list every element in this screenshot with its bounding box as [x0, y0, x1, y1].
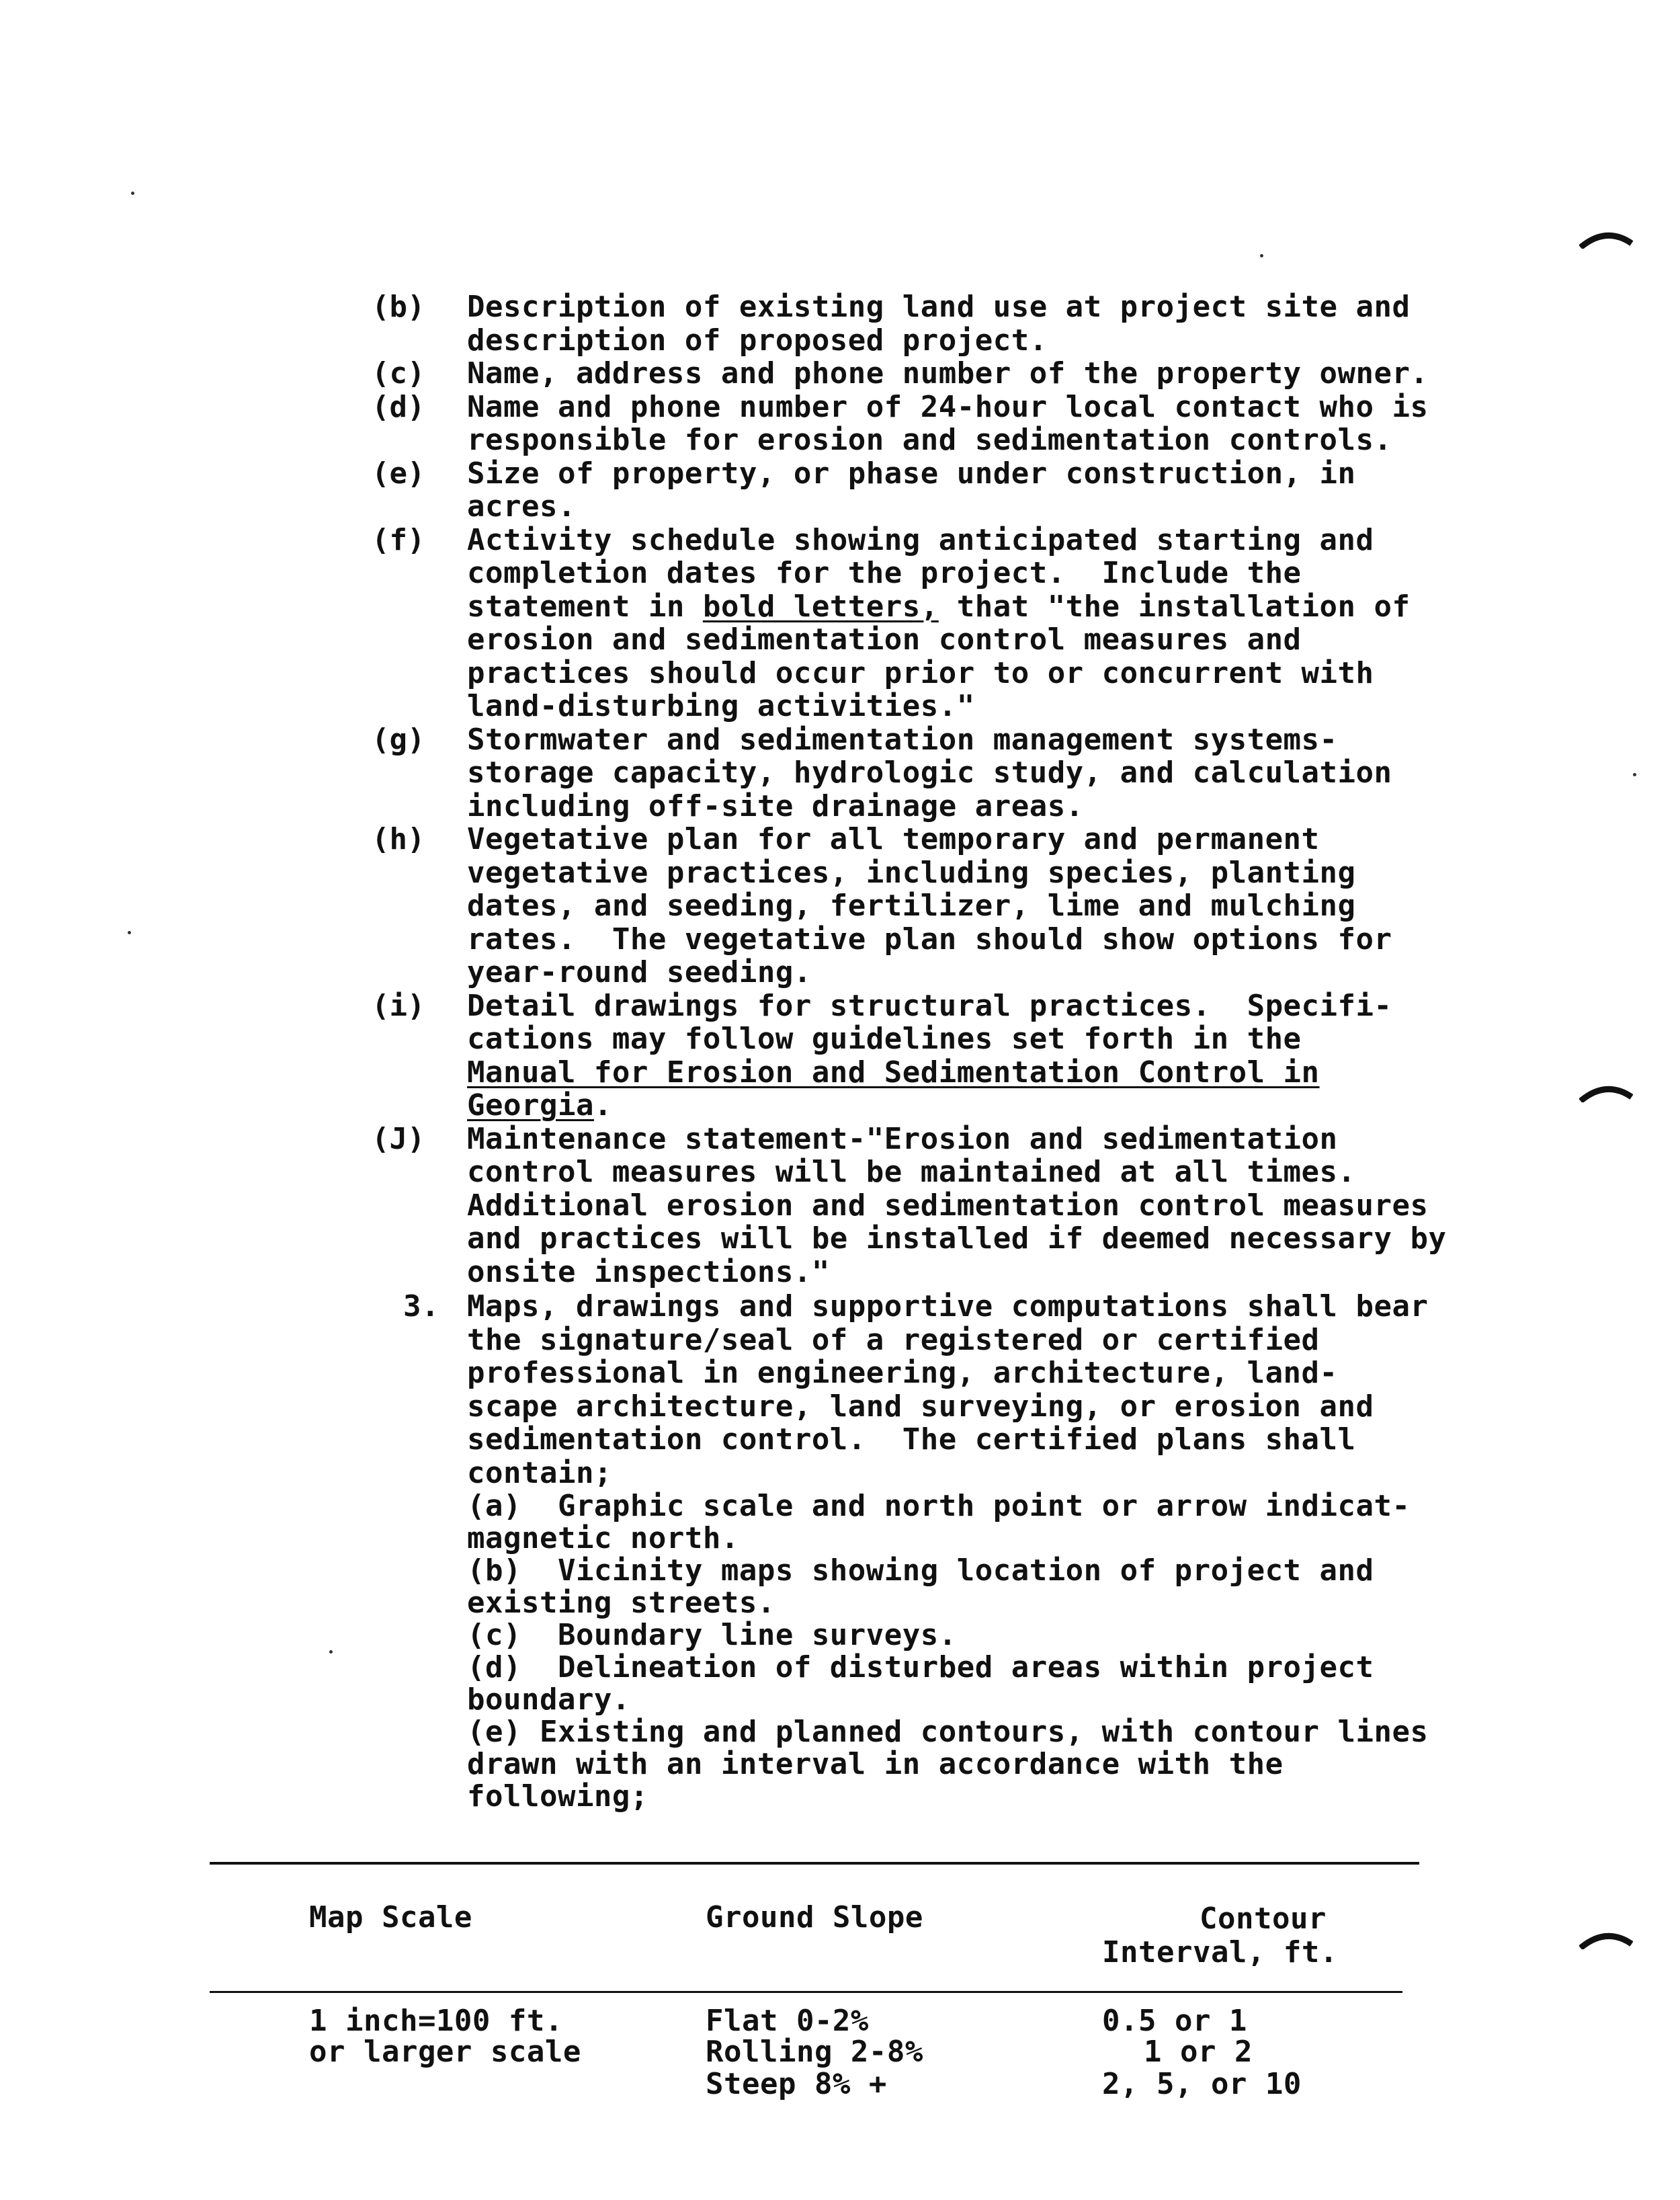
item-text-line: Size of property, or phase under construction, in: [467, 456, 1356, 491]
cell-slope-2: Rolling 2-8%: [706, 2035, 923, 2069]
subitem-text-line: following;: [467, 1779, 648, 1814]
item-label: (d): [372, 389, 425, 424]
scan-speck: [128, 931, 131, 934]
item-text-line: Additional erosion and sedimentation control measures: [467, 1188, 1429, 1223]
item-text-line: cations may follow guidelines set forth in the: [467, 1022, 1302, 1056]
subitem-text-line: (e) Existing and planned contours, with contour lines: [467, 1715, 1429, 1750]
bold-letters-underlined: bold letters,: [702, 589, 939, 624]
item-text-line: Vegetative plan for all temporary and permanent: [467, 822, 1320, 856]
section-text-line: professional in engineering, architecture, land-: [467, 1356, 1338, 1390]
item-label: (f): [372, 522, 425, 557]
subitem-text-line: drawn with an interval in accordance with the: [467, 1747, 1284, 1782]
text-span: .: [593, 1088, 612, 1123]
cell-interval-1: 0.5 or 1: [1102, 2004, 1247, 2038]
cell-interval-2: 1 or 2: [1126, 2035, 1253, 2069]
item-text-line: and practices will be installed if deemed necessary by: [467, 1221, 1447, 1256]
manual-title-georgia: Georgia: [467, 1088, 594, 1123]
cell-map-scale-2: or larger scale: [309, 2035, 581, 2069]
item-label: (e): [372, 456, 425, 491]
item-label: (h): [372, 822, 425, 856]
item-text-line: onsite inspections.": [467, 1254, 830, 1289]
item-text-line: acres.: [467, 489, 576, 524]
item-text-line: Maintenance statement-"Erosion and sedimentation: [467, 1121, 1338, 1156]
item-text-line: land-disturbing activities.": [467, 689, 975, 723]
header-interval: Interval, ft.: [1102, 1935, 1338, 1969]
section-text-line: Maps, drawings and supportive computations shall bear: [467, 1289, 1429, 1323]
subitem-text-line: (d) Delineation of disturbed areas within project: [467, 1650, 1374, 1685]
subitem-text-line: existing streets.: [467, 1586, 775, 1621]
subitem-text-line: magnetic north.: [467, 1521, 739, 1555]
manual-title-line: Manual for Erosion and Sedimentation Control in: [467, 1055, 1320, 1090]
item-text-line: Name and phone number of 24-hour local contact who is: [467, 389, 1429, 424]
cell-slope-3: Steep 8% +: [706, 2067, 887, 2101]
item-label: (g): [372, 722, 425, 757]
item-text-line: erosion and sedimentation control measures and: [467, 622, 1302, 657]
item-text-line: Activity schedule showing anticipated starting and: [467, 522, 1374, 557]
cell-interval-3: 2, 5, or 10: [1102, 2067, 1302, 2101]
item-text-line: responsible for erosion and sedimentation controls.: [467, 423, 1392, 457]
manual-title-line: [467, 1089, 612, 1123]
scan-mark-icon: [1579, 229, 1633, 249]
item-text-line: vegetative practices, including species, planting: [467, 855, 1356, 890]
item-text-line: control measures will be maintained at all times.: [467, 1155, 1356, 1189]
header-ground-slope: Ground Slope: [706, 1900, 923, 1934]
item-text-line: Description of existing land use at project site and: [467, 290, 1411, 324]
subitem-text-line: (c) Boundary line surveys.: [467, 1618, 957, 1653]
item-label: (J): [372, 1121, 425, 1156]
scan-speck: [1260, 254, 1263, 257]
item-text-line: storage capacity, hydrologic study, and calculation: [467, 756, 1392, 790]
item-text-line: year-round seeding.: [467, 955, 812, 989]
section-text-line: sedimentation control. The certified plans shall: [467, 1422, 1356, 1457]
item-label: (i): [372, 988, 425, 1023]
item-text-line: practices should occur prior to or concurrent with: [467, 655, 1374, 690]
cell-map-scale-1: 1 inch=100 ft.: [309, 2004, 563, 2038]
header-map-scale: Map Scale: [309, 1900, 472, 1934]
item-text-line: completion dates for the project. Include the: [467, 556, 1302, 590]
item-label: (c): [372, 356, 425, 391]
table-header-rule: [210, 1991, 1402, 1993]
item-text-line: Detail drawings for structural practices. Specifi-: [467, 988, 1392, 1023]
section-text-line: the signature/seal of a registered or certified: [467, 1322, 1320, 1357]
subitem-text-line: (a) Graphic scale and north point or arrow indicat-: [467, 1489, 1411, 1523]
item-text-line: rates. The vegetative plan should show options for: [467, 922, 1392, 956]
table-top-rule: [210, 1862, 1419, 1865]
scan-mark-icon: [1579, 1082, 1633, 1102]
item-label: (b): [372, 290, 425, 324]
item-text-line: [467, 590, 1411, 624]
text-span: that "the installation of: [938, 589, 1411, 624]
subitem-text-line: (b) Vicinity maps showing location of project and: [467, 1553, 1374, 1588]
scan-mark-icon: [1579, 1929, 1633, 1949]
subitem-text-line: boundary.: [467, 1682, 630, 1717]
item-text-line: description of proposed project.: [467, 323, 1048, 358]
item-text-line: dates, and seeding, fertilizer, lime and mulching: [467, 889, 1356, 923]
scan-speck: [329, 1650, 333, 1654]
section-number: 3.: [403, 1289, 439, 1323]
scan-speck: [1633, 773, 1636, 776]
cell-slope-1: Flat 0-2%: [706, 2004, 869, 2038]
scan-speck: [131, 192, 134, 195]
section-text-line: scape architecture, land surveying, or erosion and: [467, 1389, 1374, 1424]
item-text-line: Stormwater and sedimentation management systems-: [467, 722, 1338, 757]
header-contour: Contour: [1200, 1902, 1327, 1936]
text-span: statement in: [467, 589, 703, 624]
item-text-line: including off-site drainage areas.: [467, 788, 1084, 823]
item-text-line: Name, address and phone number of the property owner.: [467, 356, 1429, 391]
section-text-line: contain;: [467, 1455, 612, 1490]
